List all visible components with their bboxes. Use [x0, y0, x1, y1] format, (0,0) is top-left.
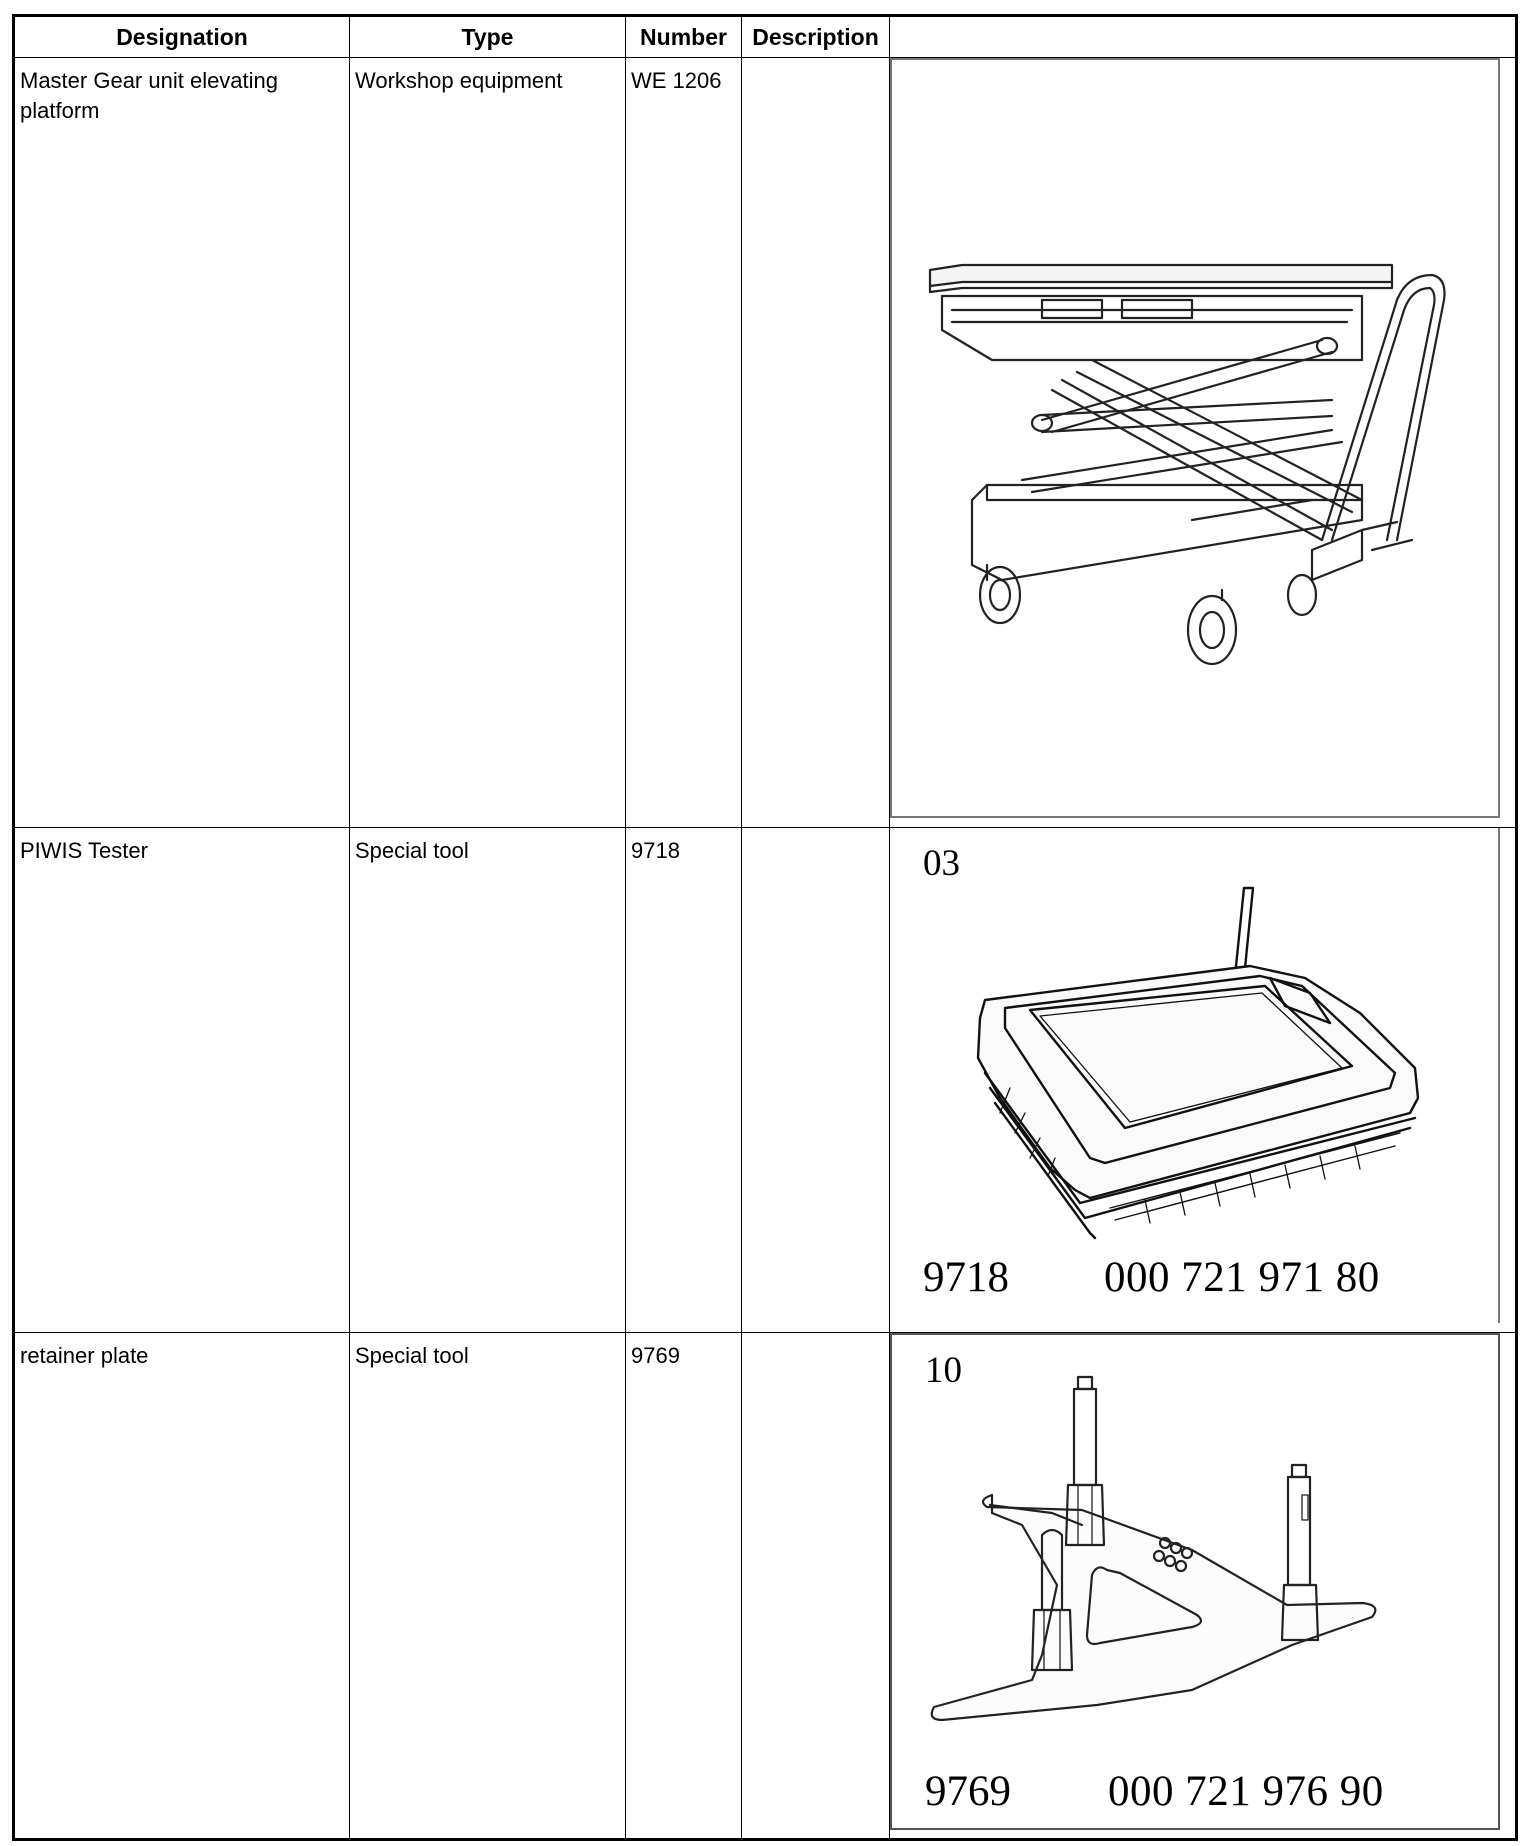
image-cell: [890, 1333, 1517, 1840]
table-row: [14, 58, 1517, 828]
table-header-row: [14, 16, 1517, 58]
image-cell: [890, 58, 1517, 828]
header-number: Number: [626, 16, 742, 58]
description-cell: [742, 828, 890, 1333]
piwis-tester-device-icon: [890, 828, 1500, 1323]
tool-illustration-frame: [890, 1333, 1500, 1830]
retainer-plate-icon: [892, 1335, 1502, 1832]
number-cell: 9718: [626, 828, 742, 1333]
part-number-label: 000 721 976 90: [1108, 1768, 1384, 1815]
table-row: [14, 1333, 1517, 1840]
designation-cell: PIWIS Tester: [14, 828, 350, 1333]
type-cell: Workshop equipment: [350, 58, 626, 828]
table-row: [14, 828, 1517, 1333]
tool-illustration-frame: [890, 828, 1500, 1323]
description-cell: [742, 58, 890, 828]
type-cell: Special tool: [350, 1333, 626, 1840]
header-image: [890, 16, 1517, 58]
header-designation: Designation: [14, 16, 350, 58]
page-reference: 03: [923, 843, 960, 884]
tool-number-label: 9718: [923, 1254, 1009, 1301]
special-tools-table: [12, 14, 1518, 1841]
image-cell: [890, 828, 1517, 1333]
description-cell: [742, 1333, 890, 1840]
type-cell: Special tool: [350, 828, 626, 1333]
header-type: Type: [350, 16, 626, 58]
tool-number-label: 9769: [925, 1768, 1011, 1815]
page-reference: 10: [925, 1350, 962, 1391]
designation-cell: Master Gear unit elevating platform: [14, 58, 350, 828]
designation-cell: retainer plate: [14, 1333, 350, 1840]
tool-illustration-frame: [890, 58, 1500, 818]
scissor-lift-table-icon: [892, 60, 1502, 820]
header-description: Description: [742, 16, 890, 58]
part-number-label: 000 721 971 80: [1104, 1254, 1380, 1301]
number-cell: WE 1206: [626, 58, 742, 828]
number-cell: 9769: [626, 1333, 742, 1840]
